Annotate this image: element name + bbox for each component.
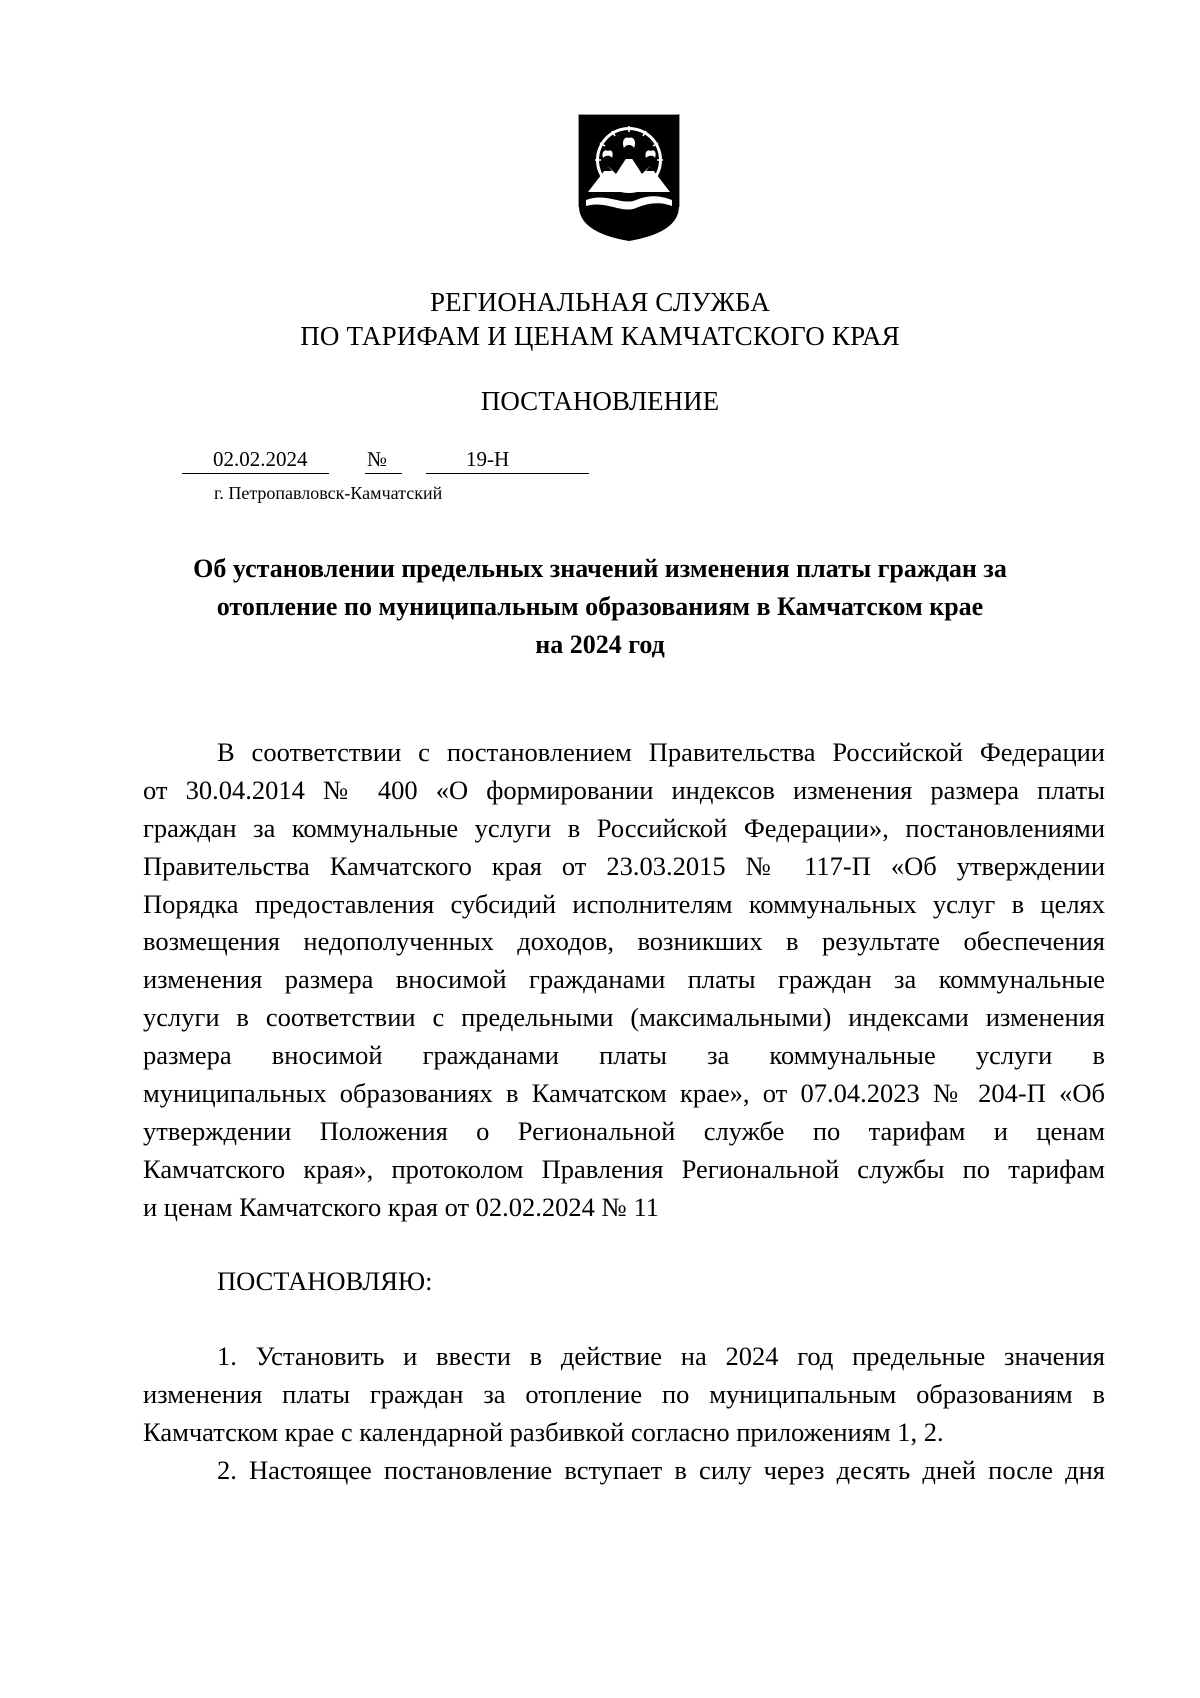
- item-line: изменения платы граждан за отопление по муниципальным образованиям в: [143, 1378, 1105, 1409]
- paragraph-line: В соответствии с постановлением Правительства Российской Федерации: [217, 737, 1105, 767]
- resolve-heading: ПОСТАНОВЛЯЮ:: [217, 1266, 433, 1296]
- paragraph-line: Порядка предоставления субсидий исполнителям коммунальных услуг в целях: [143, 888, 1105, 919]
- paragraph-line: и ценам Камчатского края от 02.02.2024 № 11: [143, 1191, 659, 1222]
- document-number-label: №: [367, 447, 388, 471]
- agency-name-line2: ПО ТАРИФАМ И ЦЕНАМ КАМЧАТСКОГО КРАЯ: [300, 321, 900, 351]
- paragraph-line: размера вносимой гражданами платы за коммунальные услуги в: [143, 1040, 1105, 1071]
- paragraph-line: Правительства Камчатского края от 23.03.2015 № 117-П «Об утверждении: [143, 850, 1105, 881]
- item-line: 1. Установить и ввести в действие на 2024 год предельные значения: [217, 1341, 1105, 1371]
- title-line: на 2024 год: [535, 630, 665, 659]
- coat-of-arms-icon: [578, 114, 680, 242]
- paragraph-line: утверждении Положения о Региональной службе по тарифам и ценам: [143, 1115, 1105, 1146]
- title-line: Об установлении предельных значений изменения платы граждан за: [193, 554, 1007, 583]
- registration-underline: [182, 473, 589, 474]
- item-line: 2. Настоящее постановление вступает в силу через десять дней после дня: [217, 1454, 1105, 1485]
- paragraph-line: Камчатского края», протоколом Правления Региональной службы по тарифам: [143, 1153, 1105, 1184]
- resolution-items: [143, 1338, 1105, 1490]
- item-line: Камчатском крае с календарной разбивкой согласно приложениям 1, 2.: [143, 1416, 944, 1447]
- agency-name-line1: РЕГИОНАЛЬНАЯ СЛУЖБА: [429, 287, 771, 317]
- preamble-paragraph: [143, 734, 1105, 1227]
- paragraph-line: возмещения недополученных доходов, возникших в результате обеспечения: [143, 926, 1105, 957]
- paragraph-line: муниципальных образованиях в Камчатском крае», от 07.04.2023 № 204-П «Об: [143, 1078, 1105, 1109]
- underline-gap: [402, 472, 426, 475]
- paragraph-line: граждан за коммунальные услуги в Российской Федерации», постановлениями: [143, 812, 1105, 843]
- document-title: [150, 550, 1050, 664]
- document-number: 19-Н: [466, 447, 510, 471]
- paragraph-line: изменения размера вносимой гражданами платы граждан за коммунальные: [143, 964, 1105, 995]
- title-line: отопление по муниципальным образованиям в Камчатском крае: [216, 592, 984, 621]
- paragraph-line: от 30.04.2014 № 400 «О формировании индексов изменения размера платы: [143, 774, 1105, 805]
- document-date: 02.02.2024: [213, 447, 308, 471]
- underline-gap: [329, 472, 365, 475]
- document-type: ПОСТАНОВЛЕНИЕ: [480, 386, 720, 416]
- document-city: г. Петропавловск-Камчатский: [214, 483, 443, 503]
- paragraph-line: услуги в соответствии с предельными (максимальными) индексами изменения: [143, 1002, 1105, 1033]
